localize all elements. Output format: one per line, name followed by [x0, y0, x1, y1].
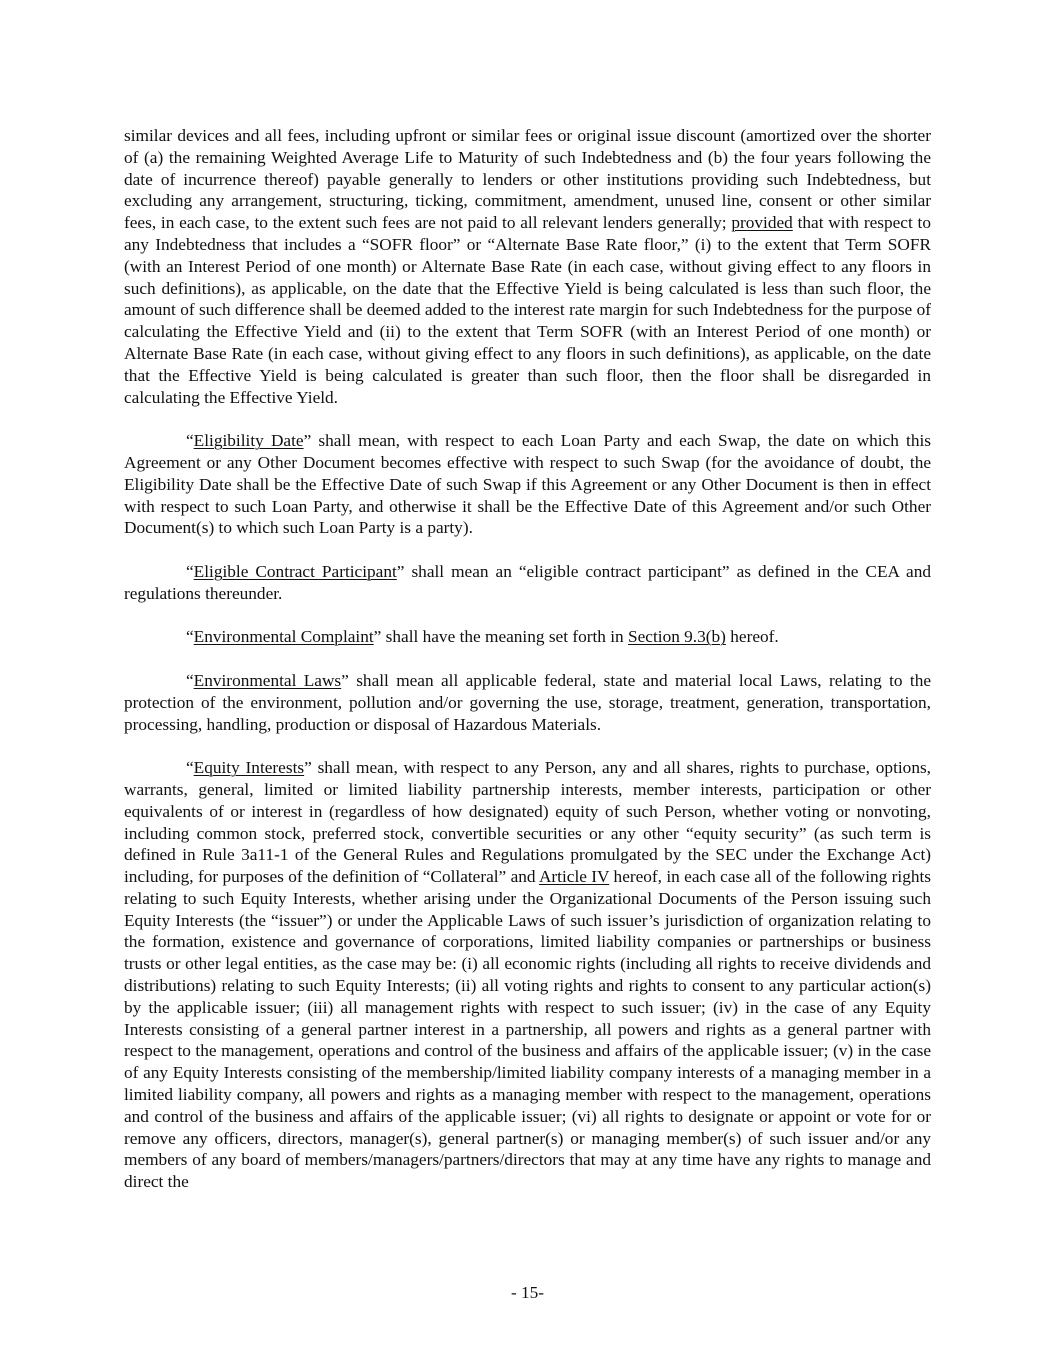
- definition-text: ” shall mean, with respect to any Person, any and all shares, rights to purchase, options, warrants, general, limited or limited liability partnership interests, member interests, participation or other equivalents of or interest in (regardless of how designated) equity of such Person, whether voting or nonvoting, including common stock, preferred stock, convertible securities or any other “equity security” (as such term is defined in Rule 3a11-1 of the General Rules and Regulations promulgated by the SEC under the Exchange Act) including, for purposes of the definition of “Collateral” and: [124, 758, 932, 887]
- definition-text: ” shall mean an “eligible contract participant” as defined in the CEA and regulations thereunder.: [124, 561, 931, 603]
- defined-term-equity-interests: Equity Interests: [193, 758, 305, 778]
- definition-text: ” shall mean all applicable federal, state and material local Laws, relating to the protection of the environment, pollution and/or governing the use, storage, treatment, generation, transportation, processing, handling, production or disposal of Hazardous Materials.: [124, 670, 932, 734]
- defined-term-environmental-complaint: Environmental Complaint: [193, 627, 374, 647]
- continuation-text-1: similar devices and all fees, including upfront or similar fees or original issue discount (amortized over the shorter of (a) the remaining Weighted Average Life to Maturity of such Indebtedness and (b) the four years following the date of incurrence thereof) payable generally to lenders or other institutions providing such Indebtedness, but excluding any arrangement, structuring, ticking, commitment, amendment, unused line, consent or other similar fees, in each case, to the extent such fees are not paid to all relevant lenders generally;: [124, 126, 931, 233]
- definition-text-end: hereof, in each case all of the following rights relating to such Equity Interests, whether arising under the Organizational Documents of the Person issuing such Equity Interests (the “issuer”) or under the Applicable Laws of such issuer’s jurisdiction of organization relating to the formation, existence and governance of corporations, limited liability companies or partnerships or business trusts or other legal entities, as the case may be: (i) all economic rights (including all rights to receive dividends and distributions) relating to such Equity Interests; (ii) all voting rights and rights to consent to any particular action(s) by the applicable issuer; (iii) all management rights with respect to such issuer; (iv) in the case of any Equity Interests consisting of a general partner interest in a partnership, all powers and rights as a general partner with respect to the management, operations and control of the business and affairs of the applicable issuer; (v) in the case of any Equity Interests consisting of the membership/limited liability company interests of a managing member in a limited liability company, all powers and rights as a managing member with respect to the management, operations and control of the business and affairs of the applicable issuer; (vi) all rights to designate or appoint or vote for or remove any officers, directors, manager(s), general partner(s) or managing member(s) of such issuer and/or any members of any board of members/managers/partners/directors that may at any time have any rights to manage and direct the: [124, 867, 932, 1192]
- document-body: [124, 125, 931, 1215]
- definition-equity-interests: [124, 757, 931, 1193]
- provided-term: provided: [731, 213, 793, 233]
- effective-yield-continuation-paragraph: [124, 125, 931, 408]
- section-reference: Section 9.3(b): [628, 627, 726, 647]
- open-quote: “: [186, 561, 194, 581]
- definition-environmental-laws: [124, 670, 931, 735]
- open-quote: “: [186, 627, 194, 647]
- open-quote: “: [186, 670, 194, 690]
- definition-text: ” shall have the meaning set forth in: [373, 627, 629, 647]
- defined-term-eligible-contract-participant: Eligible Contract Participant: [193, 561, 397, 581]
- open-quote: “: [186, 758, 194, 778]
- definition-environmental-complaint: [124, 626, 931, 648]
- defined-term-environmental-laws: Environmental Laws: [193, 670, 342, 690]
- article-reference: Article IV: [538, 867, 610, 887]
- definition-eligibility-date: [124, 430, 931, 539]
- definition-eligible-contract-participant: [124, 561, 931, 605]
- continuation-text-2: that with respect to any Indebtedness that includes a “SOFR floor” or “Alternate Base Rate floor,” (i) to the extent that Term SOFR (with an Interest Period of one month) or Alternate Base Rate (in each case, without giving effect to any floors in such definitions), as applicable, on the date that the Effective Yield is being calculated is less than such floor, the amount of such difference shall be deemed added to the interest rate margin for such Indebtedness for the purpose of calculating the Effective Yield and (ii) to the extent that Term SOFR (with an Interest Period of one month) or Alternate Base Rate (in each case, without giving effect to any floors in such definitions), as applicable, on the date that the Effective Yield is being calculated is greater than such floor, then the floor shall be disregarded in calculating the Effective Yield.: [124, 213, 931, 407]
- definition-text: ” shall mean, with respect to each Loan Party and each Swap, the date on which this Agreement or any Other Document becomes effective with respect to such Swap (for the avoidance of doubt, the Eligibility Date shall be the Effective Date of such Swap if this Agreement or any Other Document is then in effect with respect to such Loan Party, and otherwise it shall be the Effective Date of this Agreement and/or such Other Document(s) to which such Loan Party is a party).: [124, 431, 932, 538]
- definition-text-end: hereof.: [725, 627, 779, 647]
- open-quote: “: [186, 431, 194, 451]
- defined-term-eligibility-date: Eligibility Date: [193, 431, 304, 451]
- page-number: - 15-: [510, 1283, 545, 1302]
